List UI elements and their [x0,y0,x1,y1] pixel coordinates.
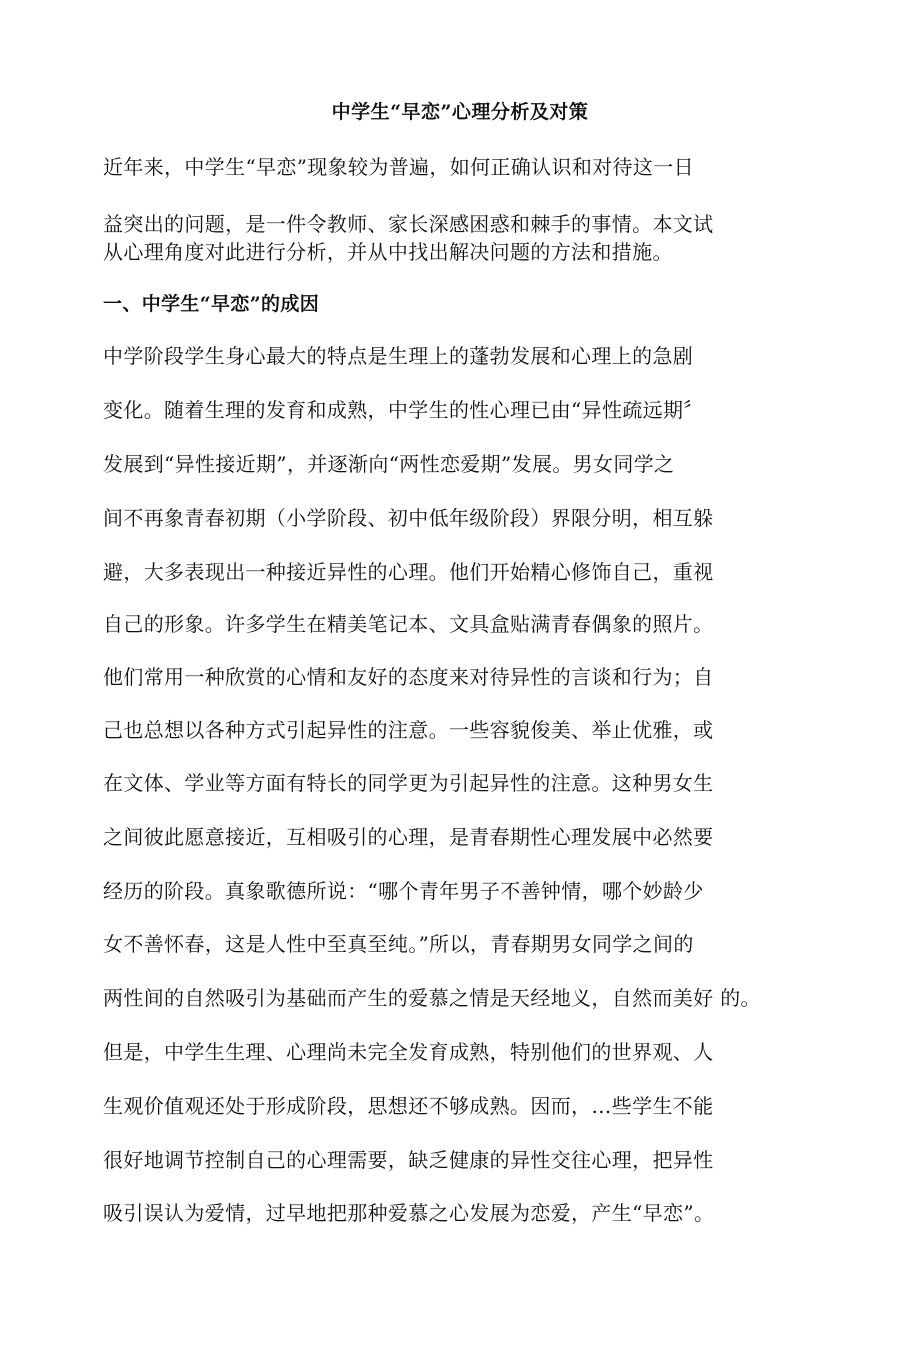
body-line: 变化。随着生理的发育和成熟，中学生的性心理已由“异性疏远期〞 [103,398,704,422]
body-line: 吸引误认为爱情，过早地把那种爱慕之心发展为恋爱，产生“早恋”。 [103,1201,715,1225]
document-title: 中学生“早恋”心理分析及对策 [331,101,589,123]
body-line: 他们常用一种欣赏的心情和友好的态度来对待异性的言谈和行为；自 [103,665,714,689]
section-heading: 一、中学生“早恋”的成因 [103,293,320,315]
body-line: 经历的阶段。真象歌德所说：“哪个青年男子不善钟情，哪个妙龄少 [103,879,704,903]
body-line: 己也总想以各种方式引起异性的注意。一些容貌俊美、举止优雅，或 [103,718,714,742]
intro-line-3: 从心理角度对此进行分析，并从中找出解决问题的方法和措施。 [103,240,673,264]
intro-line-1: 近年来，中学生“早恋”现象较为普遍，如何正确认识和对待这一日 [103,155,694,179]
body-line: 女不善怀春，这是人性中至真至纯。”所以，青春期男女同学之间的 [103,932,694,956]
body-line: 之间彼此愿意接近，互相吸引的心理，是青春期性心理发展中必然要 [103,825,714,849]
intro-line-2: 益突出的问题，是一件令教师、家长深感困惑和棘手的事情。本文试 [103,212,714,236]
body-line: 两性间的自然吸引为基础而产生的爱慕之情是天经地义，自然而美好 的。 [103,986,761,1010]
body-line: 很好地调节控制自己的心理需要，缺乏健康的异性交往心理，把异性 [103,1148,714,1172]
body-line: 生观价值观还处于形成阶段，思想还不够成熟。因而，…些学生不能 [103,1094,714,1118]
body-line: 间不再象青春初期（小学阶段、初中低年级阶段）界限分明，相互躲 [103,506,714,530]
body-line: 在文体、学业等方面有特长的同学更为引起异性的注意。这种男女生 [103,771,714,795]
body-line: 中学阶段学生身心最大的特点是生理上的蓬勃发展和心理上的急剧 [103,344,694,368]
body-line: 但是，中学生生理、心理尚未完全发育成熟，特别他们的世界观、人 [103,1040,714,1064]
body-line: 发展到“异性接近期”，并逐渐向“两性恋爱期”发展。男女同学之 [103,452,675,476]
body-line: 避，大多表现出一种接近异性的心理。他们开始精心修饰自己，重视 [103,560,714,584]
body-line: 自己的形象。许多学生在精美笔记本、文具盒贴满青春偶象的照片。 [103,612,714,636]
